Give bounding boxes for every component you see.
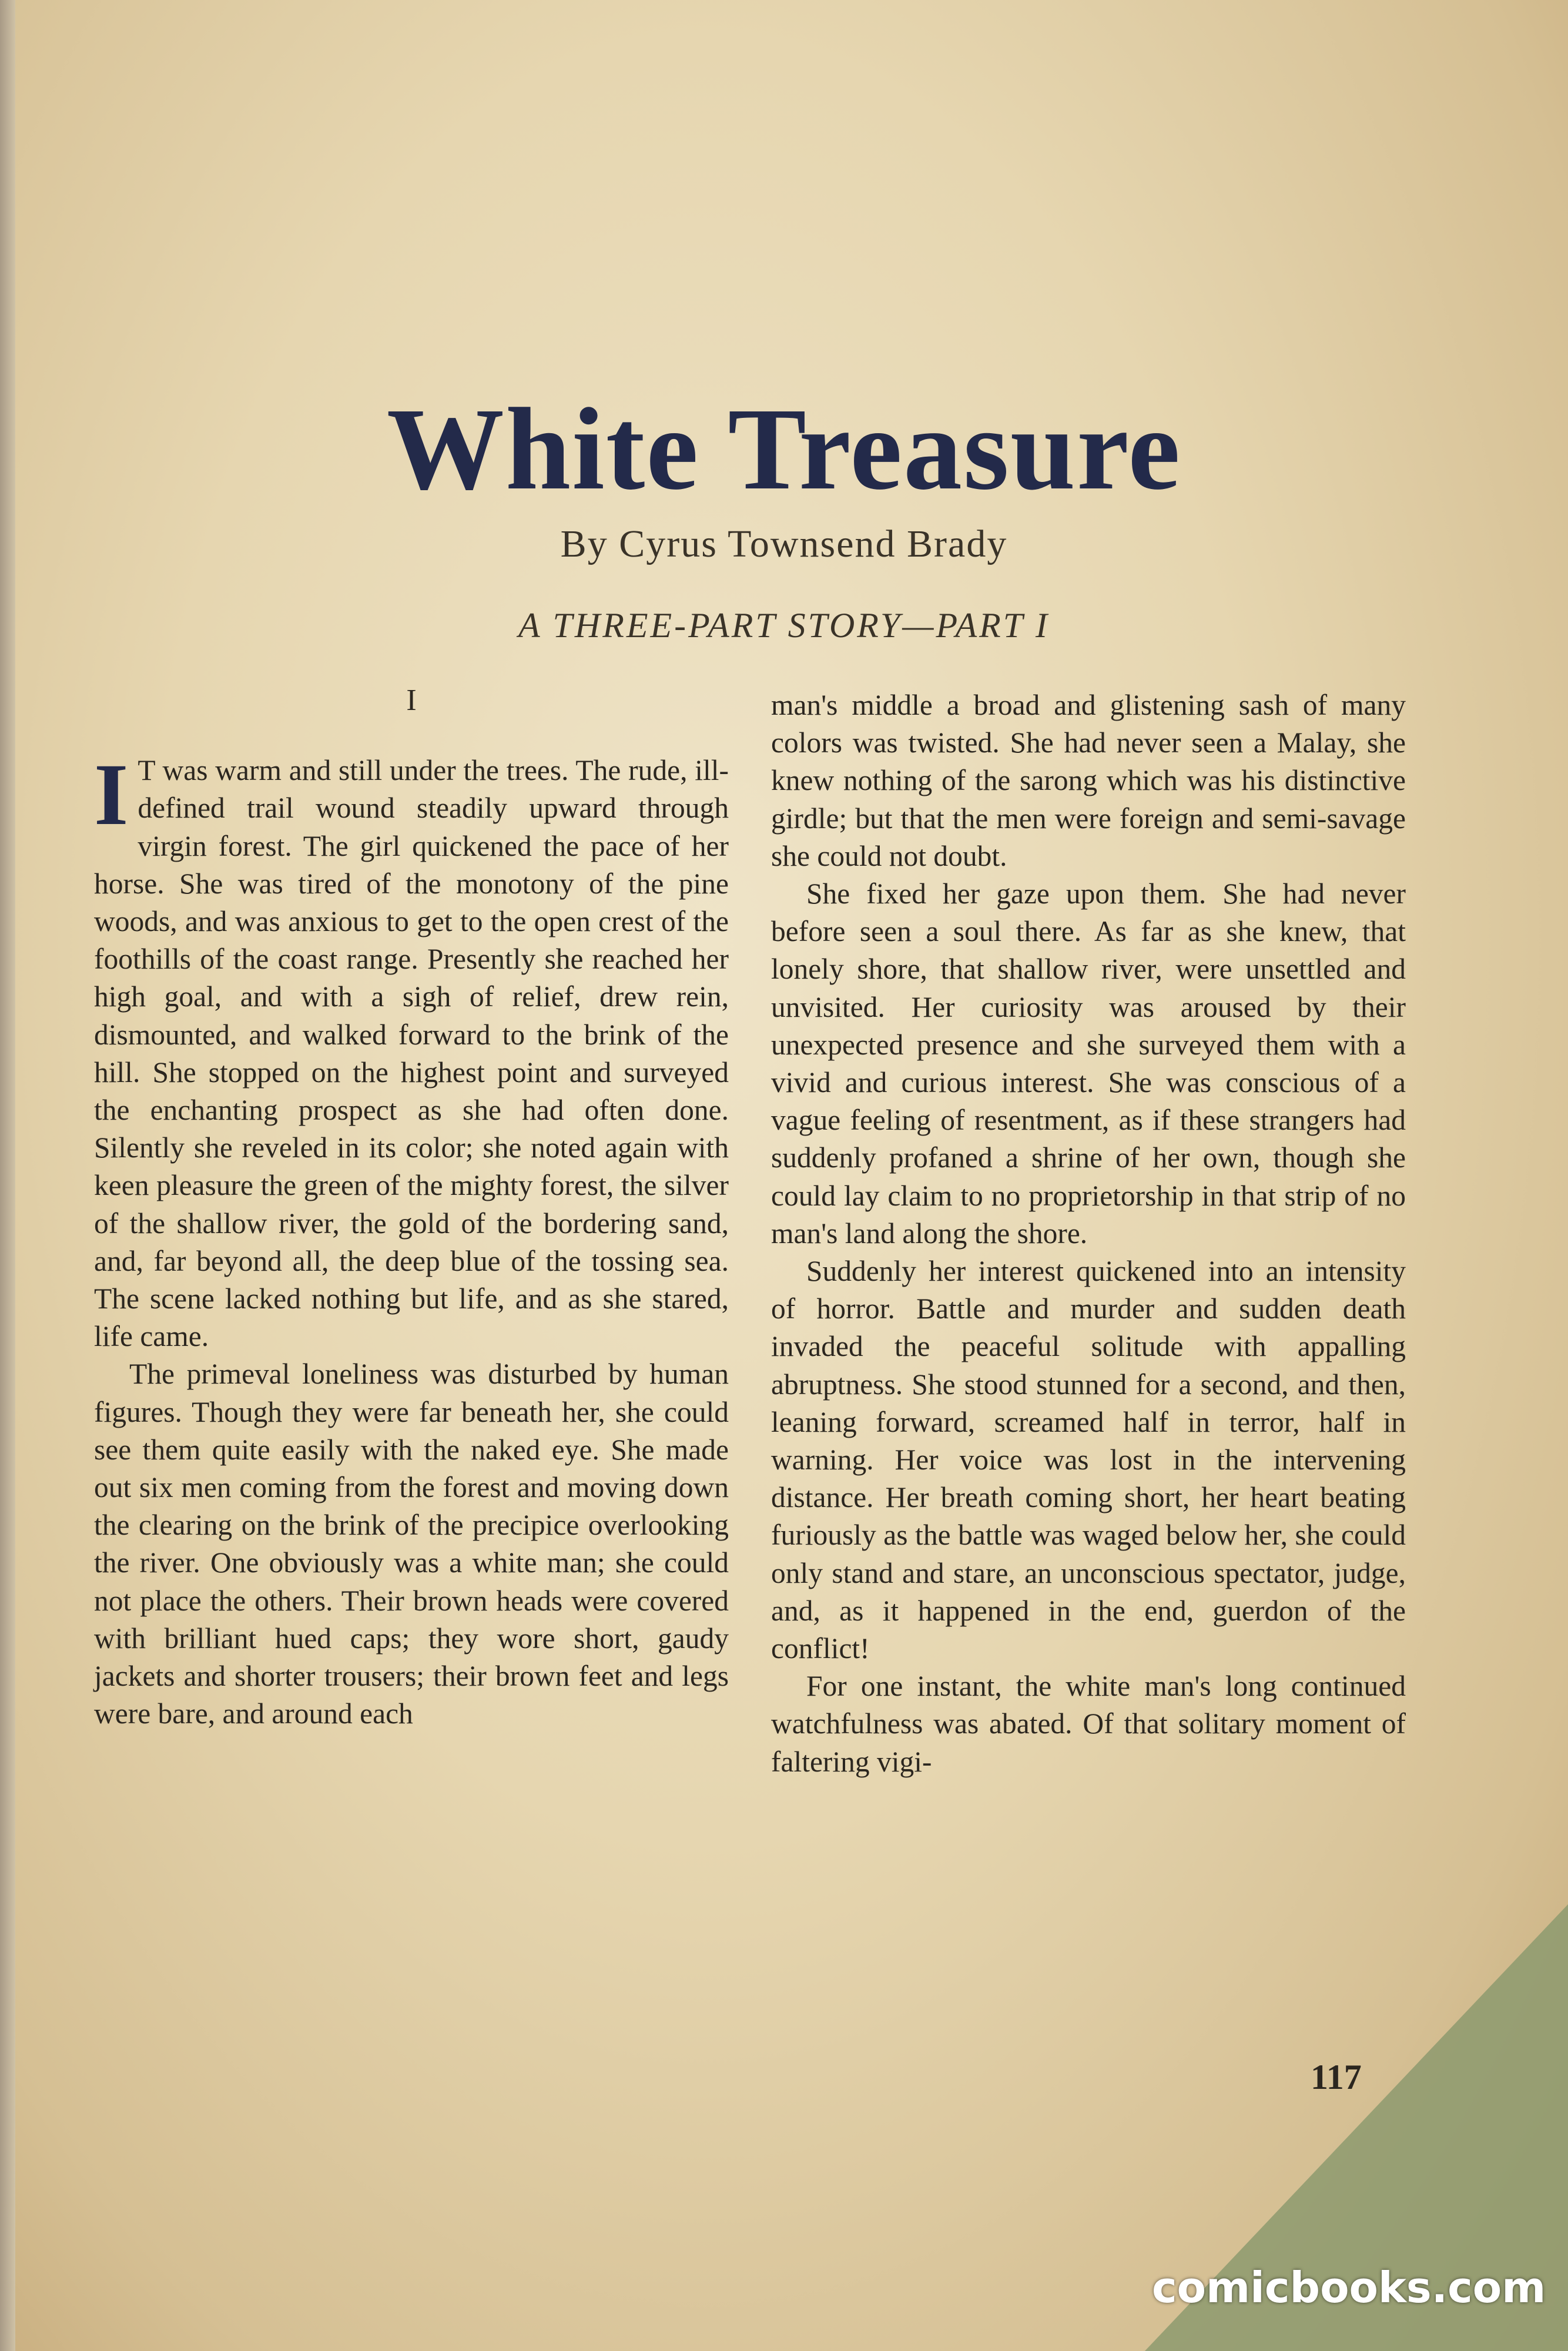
watermark: comicbooks.com	[1152, 2263, 1546, 2312]
paragraph-text: T was warm and still under the trees. The rude, ill-defined trail wound steadily upward through virgin forest. The girl quickened the pace of her horse. She was tired of the monotony of the pine woods, and was anxious to get to the open crest of the foothills of the coast range. Presently she reached her high goal, and with a sigh of relief, drew rein, dismounted, and walked forward to the brink of the hill. She stopped on the highest point and surveyed the enchanting prospect as she had often done. Silently she reveled in its color; she noted again with keen pleasure the green of the mighty forest, the silver of the shallow river, the gold of the bordering sand, and, far beyond all, the deep blue of the tossing sea. The scene lacked nothing but life, and as she stared, life came.	[94, 754, 729, 1353]
page-number: 117	[1311, 2058, 1362, 2097]
paragraph: man's middle a broad and glistening sash of many colors was twisted. She had never seen a Malay, she knew nothing of the sarong which was his distinctive girdle; but that the men were foreign and semi-savage she could not doubt.	[771, 689, 1406, 872]
text-column-right	[771, 686, 1406, 1781]
article-subtitle: A THREE-PART STORY—PART I	[518, 606, 1050, 645]
article-byline: By Cyrus Townsend Brady	[560, 523, 1008, 565]
section-number: I	[406, 684, 417, 717]
paragraph: The primeval loneliness was disturbed by human figures. Though they were far beneath her, she could see them quite easily with the naked eye. She made out six men coming from the forest and moving down the clearing on the brink of the precipice overlooking the river. One obviously was a white man; she could not place the others. Their brown heads were covered with brilliant hued caps; they wore short, gaudy jackets and shorter trousers; their brown feet and legs were bare, and around each	[94, 1358, 729, 1730]
drop-cap: I	[94, 746, 129, 844]
paragraph: She fixed her gaze upon them. She had never before seen a soul there. As far as she knew, that lonely shore, that shallow river, were unsettled and unvisited. Her curiosity was aroused by their unexpected presence and she surveyed them with a vivid and curious interest. She was conscious of a vague feeling of resentment, as if these strangers had suddenly profaned a shrine of her own, though she could lay claim to no proprietorship in that strip of no man's land along the shore.	[771, 878, 1406, 1250]
article-title: White Treasure	[386, 384, 1182, 514]
page-edge	[0, 0, 15, 2351]
text-column-left	[94, 682, 729, 1733]
paragraph: Suddenly her interest quickened into an intensity of horror. Battle and murder and sudden death invaded the peaceful solitude with appalling abruptness. She stood stunned for a second, and then, leaning forward, screamed half in terror, half in warning. Her voice was lost in the intervening distance. Her breath coming short, her heart beating furiously as the battle was waged below her, she could only stand and stare, an unconscious spectator, judge, and, as it happened in the end, guerdon of the conflict!	[771, 1255, 1406, 1665]
paragraph: For one instant, the white man's long continued watchfulness was abated. Of that solitary moment of faltering vigi-	[771, 1670, 1406, 1778]
paragraph	[94, 746, 729, 1355]
